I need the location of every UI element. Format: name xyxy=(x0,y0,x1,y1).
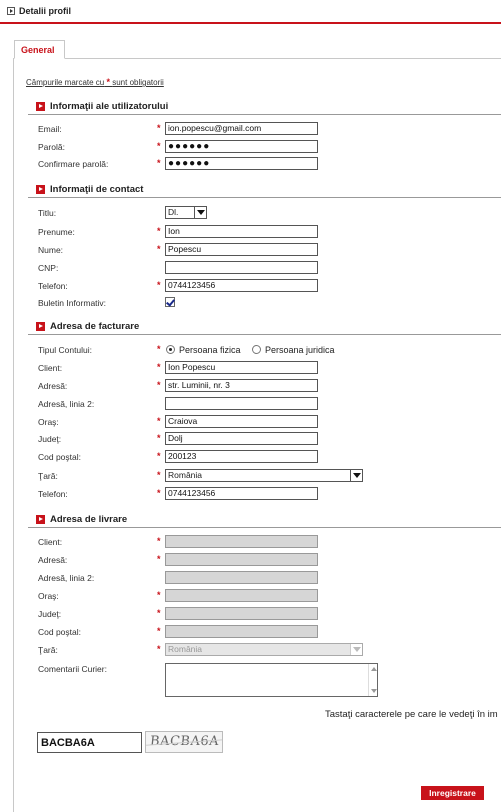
required-star: * xyxy=(157,590,161,600)
required-star: * xyxy=(157,626,161,636)
textarea-scrollbar[interactable] xyxy=(368,664,377,696)
title-bar xyxy=(0,0,501,24)
tab-general[interactable] xyxy=(14,40,65,59)
delivery-client-label: Client: xyxy=(38,537,63,547)
email-field[interactable]: ion.popescu@gmail.com xyxy=(165,122,318,135)
salutation-label: Titlu: xyxy=(38,208,57,218)
delivery-country-select[interactable] xyxy=(165,643,363,656)
billing-phone-label: Telefon: xyxy=(38,489,68,499)
captcha-hint: Tastaţi caracterele pe care le vedeţi în im xyxy=(325,709,498,720)
delivery-county-field[interactable] xyxy=(165,607,318,620)
section-delivery-address xyxy=(28,514,501,528)
captcha-input[interactable]: BACBA6A xyxy=(37,732,142,753)
radio-persoana-fizica-label: Persoana fizica xyxy=(179,345,241,355)
delivery-postal-field[interactable] xyxy=(165,625,318,638)
delivery-postal-label: Cod poştal: xyxy=(38,627,81,637)
firstname-field[interactable]: Ion xyxy=(165,225,318,238)
delivery-country-value: România xyxy=(168,644,203,654)
billing-address2-label: Adresă, linia 2: xyxy=(38,399,95,409)
captcha-image-text: BACBA6A xyxy=(149,734,220,749)
chevron-down-icon xyxy=(350,644,362,655)
confirm-password-field[interactable]: ●●●●●● xyxy=(165,157,318,170)
password-label: Parolă: xyxy=(38,142,65,152)
phone-field[interactable]: 0744123456 xyxy=(165,279,318,292)
delivery-client-field[interactable] xyxy=(165,535,318,548)
cnp-field[interactable] xyxy=(165,261,318,274)
required-star: * xyxy=(157,416,161,426)
radio-persoana-fizica[interactable] xyxy=(166,345,175,354)
section-title: Informaţii ale utilizatorului xyxy=(50,101,169,112)
radio-persoana-juridica[interactable] xyxy=(252,345,261,354)
required-fields-note: Câmpurile marcate cu * sunt obligatorii xyxy=(26,77,164,87)
billing-country-value: România xyxy=(168,470,203,480)
password-field[interactable]: ●●●●●● xyxy=(165,140,318,153)
arrow-right-icon xyxy=(36,322,45,331)
billing-address-field[interactable]: str. Luminii, nr. 3 xyxy=(165,379,318,392)
lastname-field[interactable]: Popescu xyxy=(165,243,318,256)
billing-client-label: Client: xyxy=(38,363,63,373)
tab-general-label: General xyxy=(21,45,55,55)
delivery-county-label: Judeţ: xyxy=(38,609,62,619)
delivery-address2-field[interactable] xyxy=(165,571,318,584)
required-star: * xyxy=(157,362,161,372)
lastname-label: Nume: xyxy=(38,245,64,255)
courier-comments-textarea[interactable] xyxy=(165,663,378,697)
billing-country-select[interactable] xyxy=(165,469,363,482)
section-user-info xyxy=(28,101,501,115)
required-star: * xyxy=(157,433,161,443)
required-star: * xyxy=(157,536,161,546)
newsletter-checkbox[interactable] xyxy=(165,297,175,307)
delivery-city-label: Oraş: xyxy=(38,591,59,601)
billing-postal-label: Cod poştal: xyxy=(38,452,81,462)
billing-country-label: Ţară: xyxy=(38,471,58,481)
account-type-label: Tipul Contului: xyxy=(38,345,93,355)
chevron-down-icon xyxy=(350,470,362,481)
chevron-down-icon xyxy=(194,207,206,218)
scroll-up-icon[interactable] xyxy=(371,667,377,671)
delivery-address-label: Adresă: xyxy=(38,555,68,565)
required-star: * xyxy=(157,380,161,390)
salutation-value: Dl. xyxy=(168,207,179,217)
billing-city-field[interactable]: Craiova xyxy=(165,415,318,428)
required-star: * xyxy=(157,244,161,254)
required-star: * xyxy=(157,488,161,498)
required-star: * xyxy=(157,344,161,354)
delivery-country-label: Ţară: xyxy=(38,645,58,655)
arrow-right-icon xyxy=(36,102,45,111)
arrow-right-icon xyxy=(36,515,45,524)
confirm-password-label: Confirmare parolă: xyxy=(38,159,109,169)
delivery-address-field[interactable] xyxy=(165,553,318,566)
arrow-right-icon xyxy=(36,185,45,194)
scroll-down-icon[interactable] xyxy=(371,689,377,693)
section-title: Adresa de facturare xyxy=(50,321,140,332)
register-button[interactable]: Inregistrare xyxy=(421,786,484,800)
phone-label: Telefon: xyxy=(38,281,68,291)
radio-persoana-juridica-label: Persoana juridica xyxy=(265,345,335,355)
required-star: * xyxy=(157,644,161,654)
required-star: * xyxy=(157,158,161,168)
billing-address2-field[interactable] xyxy=(165,397,318,410)
billing-postal-field[interactable]: 200123 xyxy=(165,450,318,463)
required-star: * xyxy=(157,470,161,480)
salutation-select[interactable] xyxy=(165,206,207,219)
delivery-address2-label: Adresă, linia 2: xyxy=(38,573,95,583)
required-star: * xyxy=(157,554,161,564)
billing-county-field[interactable]: Dolj xyxy=(165,432,318,445)
email-label: Email: xyxy=(38,124,62,134)
required-star: * xyxy=(157,226,161,236)
billing-client-field[interactable]: Ion Popescu xyxy=(165,361,318,374)
required-star: * xyxy=(157,280,161,290)
required-star: * xyxy=(157,141,161,151)
newsletter-label: Buletin Informativ: xyxy=(38,298,107,308)
required-star: * xyxy=(157,451,161,461)
tab-divider xyxy=(13,58,501,59)
billing-phone-field[interactable]: 0744123456 xyxy=(165,487,318,500)
billing-city-label: Oraş: xyxy=(38,417,59,427)
section-contact-info xyxy=(28,184,501,198)
content-frame-border xyxy=(13,58,14,812)
cnp-label: CNP: xyxy=(38,263,59,273)
captcha-image xyxy=(145,731,223,753)
required-star: * xyxy=(157,608,161,618)
section-billing-address xyxy=(28,321,501,335)
delivery-city-field[interactable] xyxy=(165,589,318,602)
billing-county-label: Judeţ: xyxy=(38,434,62,444)
courier-comments-label: Comentarii Curier: xyxy=(38,664,107,674)
section-title: Adresa de livrare xyxy=(50,514,128,525)
billing-address-label: Adresă: xyxy=(38,381,68,391)
firstname-label: Prenume: xyxy=(38,227,75,237)
required-star: * xyxy=(157,123,161,133)
expand-icon[interactable] xyxy=(7,7,15,15)
section-title: Informaţii de contact xyxy=(50,184,144,195)
page-title: Detalii profil xyxy=(19,6,72,16)
